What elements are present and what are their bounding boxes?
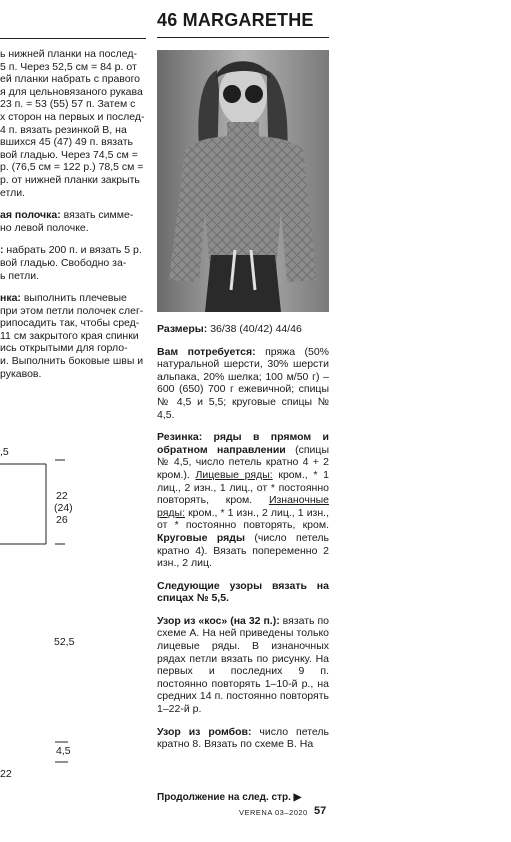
text-line xyxy=(0,292,146,305)
sizes-value: 36/38 (40/42) 44/46 xyxy=(207,323,302,335)
section-label: : xyxy=(0,244,4,257)
dimension-label: 4,5 xyxy=(56,745,71,757)
diamond-label: Узор из ромбов: xyxy=(157,725,252,738)
left-paragraph-2 xyxy=(0,209,146,234)
diamond-text: число петель кратно 8. Вязать по схеме В. На xyxy=(157,725,329,751)
rib-back-label: Изнаночные ряды: xyxy=(157,494,329,519)
text-line: я для цельновязаного рукава xyxy=(0,85,143,98)
page-title: 46 MARGARETHE xyxy=(157,10,314,30)
title-rule xyxy=(157,37,329,38)
left-text-column xyxy=(0,48,146,390)
left-top-rule xyxy=(0,38,146,39)
text-line: х сторон на первых и послед- xyxy=(0,110,145,123)
pattern-schematic xyxy=(0,440,146,800)
text-line: при этом петли полочек слег- xyxy=(0,304,144,317)
left-paragraph-1 xyxy=(0,48,146,199)
text-line: ь нижней планки на послед- xyxy=(0,48,138,60)
dimension-label: 52,5 xyxy=(54,636,75,648)
section-label: нка: xyxy=(0,292,21,305)
text-line: и. Выполнить боковые швы и xyxy=(0,355,144,368)
text-line: вой гладью. Через 74,5 см = xyxy=(0,148,138,161)
text-line: вой гладью. Свободно за- xyxy=(0,256,127,269)
rib-face-label: Лицевые ряды: xyxy=(195,468,273,481)
continue-link: Продолжение на след. стр. ▶ xyxy=(157,792,302,803)
rib-round-text: (число петель кратно 4). Вязать попеременно 2 изн., 2 лиц. xyxy=(157,531,329,570)
dimension-label: 22 xyxy=(0,768,12,780)
diamond-paragraph xyxy=(157,726,329,751)
text-line: ь петли. xyxy=(0,269,40,282)
text-line: 23 п. = 53 (55) 57 п. Затем с xyxy=(0,98,136,111)
text-line: 5 п. Через 52,5 см = 84 р. от xyxy=(0,60,137,73)
text-run: выполнить плечевые xyxy=(20,292,127,305)
text-line: ись открытыми для горло- xyxy=(0,342,128,355)
text-line: р. (76,5 см = 122 р.) 78,5 см = xyxy=(0,161,144,174)
cable-paragraph xyxy=(157,615,329,716)
text-line: етли. xyxy=(0,186,25,199)
dimension-label: ,5 xyxy=(0,446,9,458)
text-line: 11 см закрытого края спинки xyxy=(0,329,139,342)
rib-text: (спицы № 4,5, число петель кратно 4 + 2 кром.). xyxy=(157,443,329,481)
rib-round-label: Круговые ряды xyxy=(157,531,245,544)
model-photo xyxy=(157,50,329,312)
dimension-label: (24) xyxy=(54,502,73,514)
rib-label: Резинка: ряды в прямом и обратном направлении xyxy=(157,431,329,456)
dimension-label: 26 xyxy=(56,514,68,526)
rib-paragraph xyxy=(157,431,329,570)
materials-paragraph xyxy=(157,346,329,422)
schematic-lines xyxy=(0,440,146,800)
text-line: рукавов. xyxy=(0,367,42,380)
leather-pants xyxy=(205,255,281,312)
text-line xyxy=(0,244,146,257)
left-paragraph-4 xyxy=(0,292,146,380)
text-line xyxy=(0,209,146,222)
text-run: набрать 200 п. и вязать 5 р. xyxy=(3,244,142,257)
text-line: но левой полочке. xyxy=(0,221,89,234)
sizes-paragraph xyxy=(157,323,329,336)
text-line: 4 п. вязать резинкой В, на xyxy=(0,123,127,136)
sunglasses-right-lens xyxy=(245,85,263,103)
sunglasses-left-lens xyxy=(223,85,241,103)
right-text-column xyxy=(157,323,329,761)
photo-illustration xyxy=(157,50,329,312)
cable-label: Узор из «кос» (на 32 п.): xyxy=(157,614,280,627)
dimension-label: 22 xyxy=(56,490,68,502)
text-line: рипосадить так, чтобы сред- xyxy=(0,317,140,330)
text-line: вшихся 45 (47) 49 п. вязать xyxy=(0,136,134,149)
cable-text: вязать по схеме А. На ней приведены только лицевые ряды. В изнаночных рядах петли вязать по рисунку. На первых и последних 9 п. постоянно повторять 1–10-й р., на средних 14 п. постоянно повторять 1–22-й р. xyxy=(157,614,330,716)
rib-back-text: кром., * 1 изн., 2 лиц., 1 изн., от * постоянно повторять, кром. xyxy=(157,506,329,532)
section-label: ая полочка: xyxy=(0,209,61,222)
rib-face-text: кром., * 1 лиц., 2 изн., 1 лиц., от * постоянно повторять, кром. xyxy=(157,468,329,507)
patterns-heading: Следующие узоры вязать на спицах № 5,5. xyxy=(157,579,329,605)
text-line: р. от нижней планки закрыть xyxy=(0,173,140,186)
sizes-label: Размеры: xyxy=(157,323,208,335)
page-number: 57 xyxy=(314,805,327,817)
left-paragraph-3 xyxy=(0,244,146,282)
magazine-footer: VERENA 03–2020 xyxy=(239,808,308,817)
text-line: ей планки набрать с правого xyxy=(0,73,141,86)
materials-label: Вам потребуется: xyxy=(157,345,256,358)
text-run: вязать симме- xyxy=(60,209,134,222)
materials-text: пряжа (50% натуральной шерсти, 30% шерсти альпака, 20% шелка; 100 м/50 г) – 600 (650) 700 г ежевичной; спицы № 4,5 и 5,5; круговые спицы № 4,5. xyxy=(157,345,330,421)
